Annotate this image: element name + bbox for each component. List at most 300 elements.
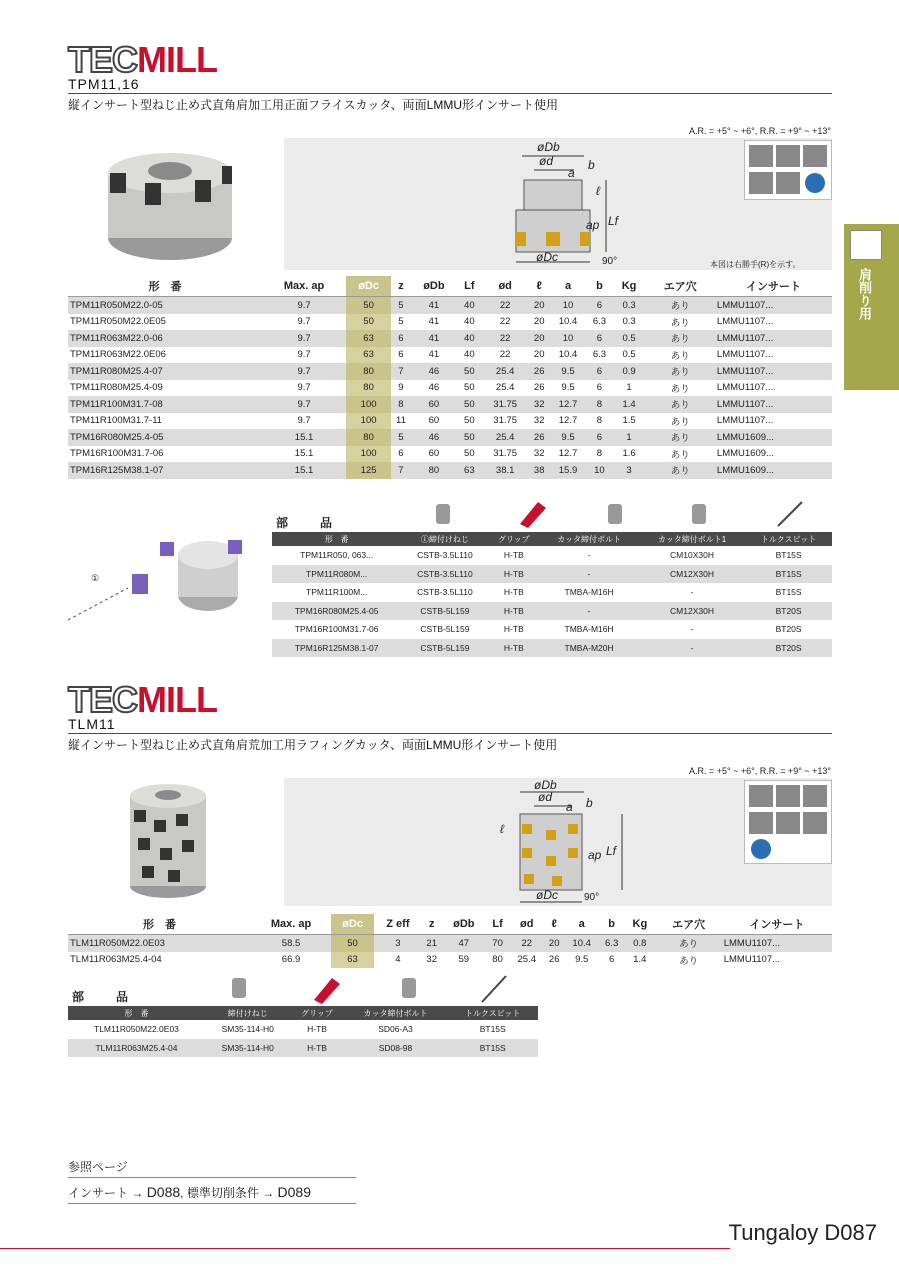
- table-header: [68, 276, 832, 297]
- table-cell: 40: [464, 316, 475, 328]
- table-cell: 58.5: [251, 935, 331, 952]
- table-cell: 6: [586, 363, 612, 380]
- table-cell: 25.4: [482, 363, 529, 380]
- divider: [68, 93, 832, 94]
- page-number: D087: [824, 1220, 877, 1245]
- parts-cell: H-TB: [488, 602, 539, 621]
- dim-angle: 90°: [602, 256, 618, 267]
- column-header: Z eff: [374, 914, 422, 935]
- table-cell: 9.7: [297, 415, 311, 427]
- table-cell: LMMU1107...: [716, 316, 774, 328]
- column-header: Kg: [624, 914, 655, 935]
- column-header: øDc: [331, 914, 374, 935]
- table-cell: 1.6: [622, 448, 636, 460]
- dim-a: a: [568, 166, 575, 180]
- table-cell: 6: [596, 382, 603, 394]
- table-cell: 10: [550, 330, 587, 347]
- parts-cell: BT15S: [775, 587, 802, 598]
- table-cell: 6: [608, 954, 615, 966]
- table-cell: 41: [428, 349, 440, 361]
- table-row: [68, 380, 832, 397]
- table-cell: あり: [670, 350, 690, 362]
- table-cell: 20: [544, 935, 564, 952]
- table-cell: あり: [679, 955, 699, 967]
- table-row: [68, 935, 832, 952]
- parts-cell: H-TB: [290, 1039, 343, 1058]
- table-cell: 6.3: [592, 316, 607, 328]
- parts-cell: CSTB-3.5L110: [417, 550, 473, 561]
- footer-line: [0, 1248, 730, 1249]
- column-header: Max. ap: [262, 276, 346, 297]
- table-cell: LMMU1107...: [715, 363, 832, 380]
- table-cell: 50: [464, 415, 475, 427]
- table-cell: 60: [411, 396, 457, 413]
- parts-row: [272, 565, 832, 584]
- table-cell: 9.7: [262, 363, 346, 380]
- parts-cell: TPM16R080M25.4-05: [272, 602, 401, 621]
- series-description: 縦インサート型ねじ止め式直角肩加工用正面フライスカッタ、両面LMMU形インサート使用: [68, 98, 559, 112]
- parts-column-header: グリップ: [290, 1006, 343, 1020]
- table-cell: 50: [346, 314, 391, 331]
- table-cell: TPM16R125M38.1-07: [68, 462, 262, 479]
- table-cell: LMMU1107...: [716, 382, 774, 394]
- column-header: ød: [509, 914, 544, 935]
- parts-cell: CSTB-3.5L110: [401, 565, 488, 584]
- parts-column-header: トルクスビット: [447, 1006, 538, 1020]
- brand-name: Tungaloy: [728, 1220, 819, 1245]
- table-cell: TPM11R063M22.0E06: [70, 349, 166, 361]
- table-cell: 100: [346, 413, 391, 430]
- dim-Lf: Lf: [608, 214, 619, 228]
- table-cell: TPM11R050M22.0E05: [70, 316, 166, 328]
- table-cell: 1.5: [622, 415, 636, 427]
- column-header: ℓ: [529, 276, 550, 297]
- parts-row: [272, 546, 832, 565]
- parts-column-header: トルクスビット: [745, 532, 832, 546]
- ref-insert-page[interactable]: D088: [146, 1184, 181, 1200]
- table-cell: 80: [492, 954, 503, 966]
- operation-icons: [744, 140, 832, 200]
- parts-column-header: ①締付けねじ: [401, 532, 488, 546]
- parts-cell: BT20S: [775, 624, 802, 635]
- table-cell: 8: [596, 415, 603, 427]
- table-cell: 11: [396, 415, 406, 427]
- table-cell: 50: [346, 297, 391, 314]
- table-cell: 32: [533, 448, 545, 460]
- table-cell: 12.7: [550, 396, 587, 413]
- table-cell: 38.1: [482, 462, 529, 479]
- table-cell: 63: [346, 330, 391, 347]
- column-header: 形 番: [68, 276, 262, 297]
- table-cell: 15.1: [294, 448, 314, 460]
- table-cell: 5: [398, 316, 404, 328]
- parts-row: [272, 639, 832, 658]
- parts-title: 部 品: [276, 516, 343, 530]
- table-row: [68, 363, 832, 380]
- cutter-photo: [90, 138, 250, 263]
- parts-cell: H-TB: [503, 587, 524, 598]
- dim-d: ød: [539, 154, 554, 168]
- table-cell: 22: [482, 297, 529, 314]
- table-cell: 0.9: [613, 363, 646, 380]
- ref-cond-page[interactable]: D089: [277, 1184, 311, 1200]
- table-cell: 20: [533, 349, 545, 361]
- column-header: ød: [482, 276, 529, 297]
- dim-Db: øDb: [537, 140, 560, 154]
- table-cell: 40: [464, 349, 475, 361]
- reference-rule: [68, 1177, 356, 1178]
- reference-title: 参照ページ: [68, 1160, 128, 1174]
- table-cell: あり: [646, 429, 715, 446]
- table-cell: 9.7: [297, 349, 311, 361]
- parts-cell: BT20S: [745, 602, 832, 621]
- table-cell: 40: [457, 330, 482, 347]
- table-cell: 41: [411, 330, 457, 347]
- table-cell: TPM11R080M25.4-07: [68, 363, 262, 380]
- parts-cell: -: [690, 624, 694, 635]
- parts-table-2: [68, 1006, 538, 1057]
- logo-mill: MILL: [137, 39, 217, 80]
- table-cell: 8: [391, 396, 411, 413]
- parts-cell: SD08-98: [344, 1039, 448, 1058]
- table-cell: 50: [457, 396, 482, 413]
- parts-cell: H-TB: [488, 639, 539, 658]
- parts-cell: BT15S: [447, 1039, 538, 1058]
- parts-cell: TMBA-M20H: [539, 639, 639, 658]
- table-cell: あり: [670, 449, 690, 461]
- column-header: インサート: [715, 276, 832, 297]
- table-cell: あり: [670, 416, 690, 428]
- dim-Lf: Lf: [606, 844, 617, 858]
- table-cell: TPM11R100M31.7-08: [68, 396, 262, 413]
- table-cell: 31.75: [493, 448, 518, 460]
- table-cell: 6: [586, 297, 612, 314]
- footer-brand: [729, 1220, 877, 1246]
- table-cell: 20: [529, 330, 550, 347]
- table-cell: 125: [346, 462, 391, 479]
- ref-sep: , 標準切削条件 →: [180, 1186, 275, 1200]
- table-cell: 66.9: [281, 954, 301, 966]
- table-cell: 32: [529, 396, 550, 413]
- table-cell: 15.1: [262, 429, 346, 446]
- parts-column-header: カッタ締付ボルト1: [639, 532, 745, 546]
- parts-cell: H-TB: [503, 550, 524, 561]
- divider-2: [68, 733, 832, 734]
- table-cell: 25.4: [495, 382, 515, 394]
- parts-column-header: グリップ: [488, 532, 539, 546]
- parts-table: [272, 532, 832, 657]
- reference-rule-2: [68, 1203, 356, 1204]
- table-row: [68, 446, 832, 463]
- parts-cell: -: [587, 550, 591, 561]
- table-cell: TPM16R100M31.7-06: [70, 448, 164, 460]
- column-header: a: [550, 276, 587, 297]
- parts-cell: TPM16R125M38.1-07: [272, 639, 401, 658]
- column-header: エア穴: [656, 914, 722, 935]
- table-row: [68, 330, 832, 347]
- parts-row: [272, 583, 832, 602]
- table-cell: 38: [529, 462, 550, 479]
- table-cell: 9.7: [297, 382, 311, 394]
- parts-cell: H-TB: [488, 565, 539, 584]
- column-header: b: [599, 914, 624, 935]
- table-cell: 7: [391, 363, 411, 380]
- column-header: Max. ap: [251, 914, 331, 935]
- table-cell: あり: [656, 935, 722, 952]
- table-cell: 50: [331, 935, 374, 952]
- table-row: [68, 396, 832, 413]
- table-cell: あり: [670, 383, 690, 395]
- parts-cell: CM12X30H: [639, 602, 745, 621]
- table-cell: 7: [391, 462, 411, 479]
- table-cell: TPM11R063M22.0-06: [68, 330, 262, 347]
- table-cell: 40: [457, 297, 482, 314]
- table-cell: 26: [533, 382, 545, 394]
- table-cell: LMMU1107...: [722, 935, 832, 952]
- table-cell: 80: [346, 429, 391, 446]
- table-cell: 100: [346, 396, 391, 413]
- table-cell: 46: [411, 363, 457, 380]
- column-header: a: [564, 914, 599, 935]
- column-header: Kg: [613, 276, 646, 297]
- table-cell: 50: [464, 382, 475, 394]
- table-cell: LMMU1107...: [716, 349, 774, 361]
- table-cell: 41: [411, 297, 457, 314]
- table-cell: 22: [482, 330, 529, 347]
- table-cell: 63: [457, 462, 482, 479]
- parts-callout: ①: [91, 573, 100, 583]
- table-cell: 0.8: [624, 935, 655, 952]
- table-cell: 46: [411, 429, 457, 446]
- parts-cell: TPM11R100M...: [306, 587, 368, 598]
- rake-angles-2: A.R. = +5° ~ +6°, R.R. = +9° ~ +13°: [689, 766, 831, 776]
- series-title-2: TLM11: [68, 716, 116, 732]
- table-cell: 6.3: [599, 935, 624, 952]
- operation-icons-2: [744, 780, 832, 864]
- table-cell: あり: [646, 462, 715, 479]
- parts-cell: CM12X30H: [639, 565, 745, 584]
- table-cell: TPM11R100M31.7-11: [70, 415, 163, 427]
- table-cell: 0.3: [613, 297, 646, 314]
- table-cell: 0.3: [622, 316, 636, 328]
- parts-cell: CSTB-5L159: [401, 602, 488, 621]
- shoulder-icon: [850, 230, 882, 260]
- logo-mill: MILL: [137, 679, 217, 720]
- table-cell: LMMU1107...: [716, 415, 774, 427]
- table-cell: 20: [533, 316, 545, 328]
- dim-Dc: øDc: [536, 888, 558, 902]
- table-cell: 80: [346, 380, 391, 397]
- parts-cell: TMBA-M16H: [564, 587, 614, 598]
- table-cell: 0.5: [613, 330, 646, 347]
- table-cell: 20: [529, 297, 550, 314]
- parts-title-2: 部 品: [72, 990, 139, 1004]
- dim-Db: øDb: [534, 778, 557, 792]
- parts-row: [272, 602, 832, 621]
- series-description-2: 縦インサート型ねじ止め式直角肩荒加工用ラフィングカッタ、両面LMMU形インサート使用: [68, 738, 558, 752]
- table-cell: 50: [464, 448, 475, 460]
- table-cell: 22: [499, 349, 511, 361]
- table-cell: 9.5: [550, 363, 587, 380]
- parts-icons-2: [226, 974, 516, 1006]
- table-cell: 26: [529, 429, 550, 446]
- dim-l: ℓ: [500, 822, 504, 836]
- table-cell: TLM11R063M25.4-04: [70, 954, 162, 966]
- table-cell: 9.7: [262, 297, 346, 314]
- table-cell: 31.75: [482, 396, 529, 413]
- column-header: b: [586, 276, 612, 297]
- table-cell: 80: [346, 363, 391, 380]
- table-cell: 6.3: [592, 349, 607, 361]
- column-header: エア穴: [646, 276, 715, 297]
- parts-cell: TPM11R080M...: [272, 565, 401, 584]
- table-cell: 63: [346, 347, 391, 364]
- logo-tec: TEC: [68, 679, 137, 720]
- column-header: ℓ: [544, 914, 564, 935]
- table-cell: TPM16R080M25.4-05: [68, 429, 262, 446]
- table-cell: 63: [331, 952, 374, 969]
- parts-cell: CSTB-3.5L110: [417, 587, 473, 598]
- table-cell: 15.9: [550, 462, 587, 479]
- reference-links: [68, 1184, 311, 1201]
- table-row: [68, 462, 832, 479]
- parts-cell: H-TB: [307, 1024, 327, 1035]
- table-cell: あり: [646, 396, 715, 413]
- parts-column-header: 締付けねじ: [205, 1006, 291, 1020]
- parts-cell: SM35-114-H0: [205, 1039, 291, 1058]
- table-cell: 50: [457, 363, 482, 380]
- table-cell: 9.7: [262, 330, 346, 347]
- column-header: z: [391, 276, 411, 297]
- table-cell: 10: [550, 297, 587, 314]
- parts-cell: -: [539, 565, 639, 584]
- table-cell: 32: [533, 415, 545, 427]
- table-row: [68, 347, 832, 364]
- table-cell: 1.4: [613, 396, 646, 413]
- table-cell: 50: [457, 429, 482, 446]
- table-cell: あり: [646, 297, 715, 314]
- parts-cell: TPM11R050, 063...: [300, 550, 374, 561]
- ref-insert-label: インサート →: [68, 1186, 144, 1200]
- side-tab[interactable]: [844, 224, 899, 390]
- table-cell: 5: [391, 429, 411, 446]
- parts-column-header: カッタ締付ボルト: [539, 532, 639, 546]
- parts-table-header: [68, 1006, 538, 1020]
- table-cell: 9: [398, 382, 404, 394]
- parts-icons: [430, 500, 810, 528]
- table-cell: 10.4: [564, 935, 599, 952]
- dim-ap: ap: [586, 218, 600, 232]
- dim-b: b: [588, 158, 595, 172]
- column-header: インサート: [722, 914, 832, 935]
- table-cell: 22: [499, 316, 511, 328]
- table-cell: LMMU1609...: [715, 462, 832, 479]
- table-cell: 1: [626, 382, 632, 394]
- column-header: Lf: [486, 914, 509, 935]
- table-cell: 5: [391, 297, 411, 314]
- spec-table: [68, 276, 832, 479]
- table-cell: 9.7: [297, 316, 311, 328]
- column-header: øDc: [346, 276, 391, 297]
- table-cell: 8: [596, 448, 603, 460]
- table-row: [68, 314, 832, 331]
- table-row: [68, 952, 832, 969]
- table-cell: LMMU1107...: [715, 396, 832, 413]
- table-cell: 9.7: [262, 396, 346, 413]
- table-cell: 12.7: [558, 415, 578, 427]
- parts-cell: TLM11R063M25.4-04: [68, 1039, 205, 1058]
- table-cell: 59: [458, 954, 470, 966]
- parts-cell: BT15S: [745, 565, 832, 584]
- dim-b: b: [586, 796, 593, 810]
- table-cell: 10: [586, 462, 612, 479]
- table-cell: 6: [586, 330, 612, 347]
- table-cell: TPM11R080M25.4-09: [70, 382, 163, 394]
- table-cell: 3: [374, 935, 422, 952]
- dim-ap: ap: [588, 848, 602, 862]
- table-cell: あり: [646, 330, 715, 347]
- table-cell: 70: [486, 935, 509, 952]
- table-cell: 1.4: [633, 954, 647, 966]
- table-cell: LMMU1107...: [723, 954, 781, 966]
- table-row: [68, 413, 832, 430]
- series-title: TPM11,16: [68, 76, 140, 92]
- parts-cell: CSTB-5L159: [401, 639, 488, 658]
- tecmill-logo-2: [68, 679, 217, 720]
- table-cell: LMMU1609...: [715, 429, 832, 446]
- parts-cell: H-TB: [503, 624, 524, 635]
- table-cell: TPM11R050M22.0-05: [68, 297, 262, 314]
- parts-cell: TPM16R100M31.7-06: [294, 624, 379, 635]
- dim-Dc: øDc: [536, 250, 558, 264]
- table-cell: 0.5: [622, 349, 636, 361]
- column-header: Lf: [457, 276, 482, 297]
- table-cell: あり: [646, 363, 715, 380]
- table-cell: LMMU1107...: [715, 330, 832, 347]
- column-header: øDb: [411, 276, 457, 297]
- table-cell: 26: [529, 363, 550, 380]
- parts-cell: BT15S: [479, 1024, 506, 1035]
- table-cell: 60: [428, 415, 440, 427]
- table-cell: 12.7: [558, 448, 578, 460]
- roughing-cutter-photo: [118, 778, 218, 903]
- dim-d: ød: [538, 790, 553, 804]
- table-cell: 10.4: [558, 316, 578, 328]
- table-cell: 32: [426, 954, 437, 966]
- table-cell: 46: [428, 382, 440, 394]
- dim-l: ℓ: [596, 184, 600, 198]
- table-cell: 100: [346, 446, 391, 463]
- column-header: øDb: [442, 914, 486, 935]
- table-cell: 9.5: [550, 429, 587, 446]
- parts-row: [68, 1020, 538, 1039]
- parts-cell: TMBA-M16H: [564, 624, 614, 635]
- parts-cell: SD06-A3: [378, 1024, 413, 1035]
- table-cell: 47: [442, 935, 486, 952]
- parts-cell: -: [639, 639, 745, 658]
- table-cell: 26: [548, 954, 560, 966]
- tecmill-logo: [68, 39, 217, 80]
- rake-angles: A.R. = +5° ~ +6°, R.R. = +9° ~ +13°: [689, 126, 831, 136]
- table-cell: 6: [391, 330, 411, 347]
- parts-cell: BT20S: [745, 639, 832, 658]
- table-cell: 6: [586, 429, 612, 446]
- table-cell: 4: [395, 954, 401, 966]
- table-cell: 22: [509, 935, 544, 952]
- table-cell: 80: [411, 462, 457, 479]
- parts-column-header: 形 番: [68, 1006, 205, 1020]
- table-cell: 8: [586, 396, 612, 413]
